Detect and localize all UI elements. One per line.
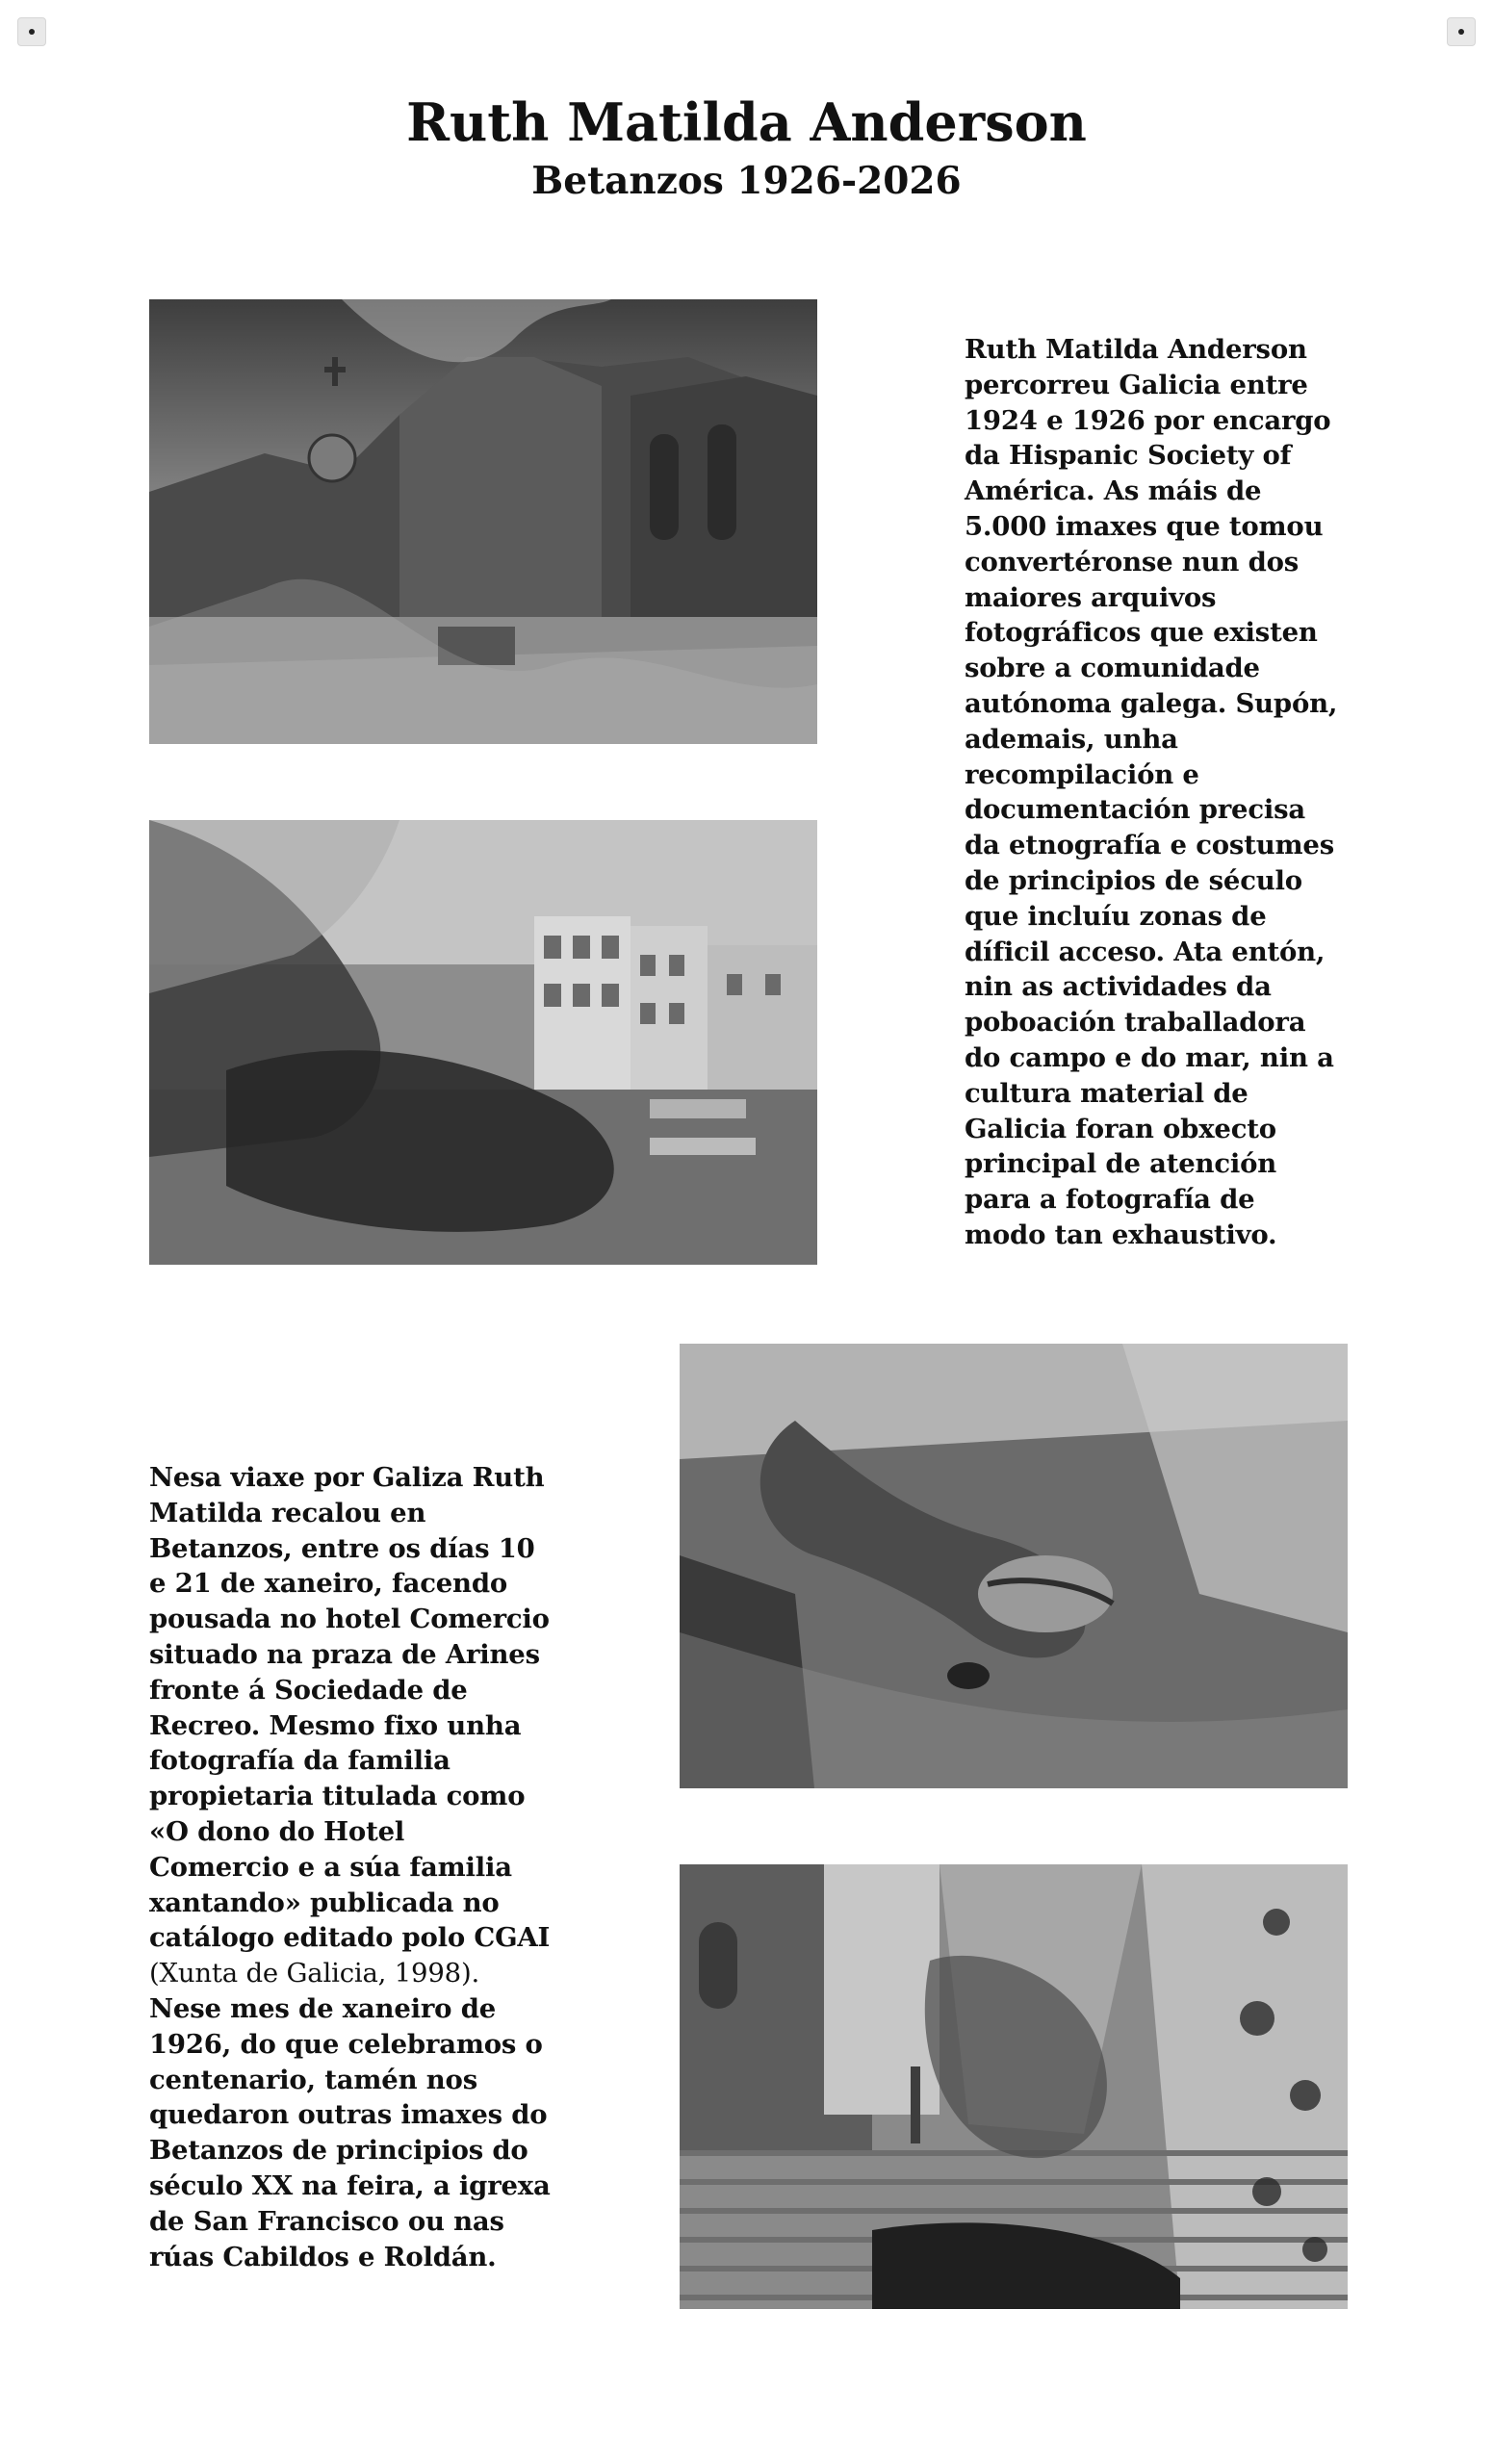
dot-icon — [29, 29, 35, 35]
photo-stairs-double-exposure — [680, 1864, 1348, 2309]
betanzos-paragraph-part1: Nesa viaxe por Galiza Ruth Matilda recalou en Betanzos, entre os días 10 e 21 de xaneiro, facendo pousada no hotel Comercio situado na praza de Arines fronte á Sociedade de Recreo. Mesmo fixo unha fotografía da familia propietaria titulada como «O dono do Hotel Comercio e a súa familia xantando» publicada no catálogo editado polo CGAI — [149, 1462, 551, 1954]
menu-toggle-right[interactable] — [1447, 17, 1476, 46]
intro-paragraph-text: Ruth Matilda Anderson percorreu Galicia entre 1924 e 1926 por encargo da Hispanic Society of América. As máis de 5.000 imaxes que tomou convertéronse nun dos maiores arquivos fotográficos que existen sobre a comunidade autónoma galega. Supón, ademais, unha recompilación e documentación precisa da etnografía e costumes de principios de século que incluíu zonas de díficil acceso. Ata entón, nin as actividades da poboación traballadora do campo e do mar, nin a cultura material de Galicia foran obxecto principal de atención para a fotografía de modo tan exhaustivo. — [965, 334, 1338, 1250]
page-title: Ruth Matilda Anderson — [406, 91, 1087, 153]
dot-icon — [1458, 29, 1464, 35]
betanzos-paragraph — [149, 1460, 552, 2274]
page-header — [0, 89, 1493, 206]
photo-church-double-exposure — [149, 299, 817, 744]
intro-paragraph — [965, 332, 1345, 1253]
betanzos-paragraph-part2: (Xunta de Galicia, 1998). — [149, 1958, 480, 1989]
betanzos-paragraph-part3: Nese mes de xaneiro de 1926, do que celebramos o centenario, tamén nos quedaron outras imaxes do Betanzos de principios do século XX na feira, a igrexa de San Francisco ou nas rúas Cabildos e Roldán. — [149, 1992, 551, 2272]
menu-toggle-left[interactable] — [17, 17, 46, 46]
photo-street-double-exposure — [149, 820, 817, 1265]
photo-hands-double-exposure — [680, 1344, 1348, 1788]
page-subtitle: Betanzos 1926-2026 — [531, 159, 962, 203]
